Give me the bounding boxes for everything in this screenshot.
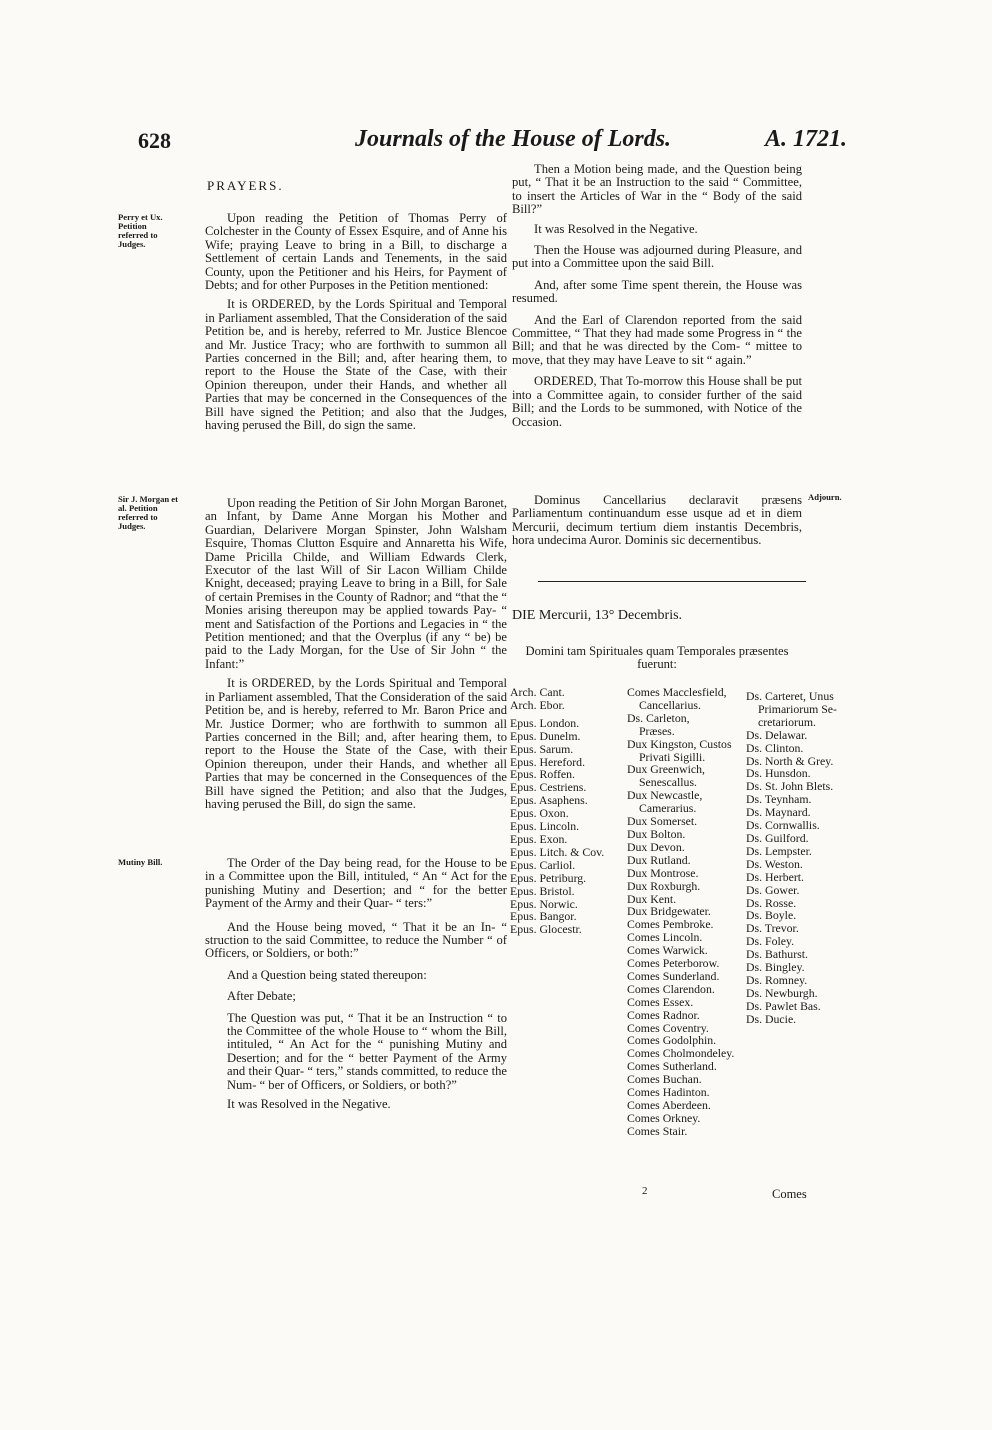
right-block-1 bbox=[512, 163, 802, 435]
attendance-entry: Comes Hadinton. bbox=[627, 1085, 710, 1100]
attendance-entry: Epus. Cestriens. bbox=[510, 780, 587, 795]
attendance-entry: Ds. Delawar. bbox=[746, 727, 808, 742]
attendance-entry: Epus. London. bbox=[510, 715, 580, 730]
attendance-entry: Ds. Guilford. bbox=[746, 830, 809, 845]
attendance-entry: Comes Essex. bbox=[627, 994, 694, 1009]
paragraph-perry-petition: Upon reading the Petition of Thomas Perry of Colchester in the County of Essex Esquire, and of Anne his Wife; praying Leave to bring in a Bill, to discharge a Settlement of certain Lands and Tenements, in the said County, upon the Petitioner and his Heirs, for Payment of Debts; and for other Purposes in the Petition mentioned: bbox=[205, 211, 507, 293]
attendance-column-bishops bbox=[510, 686, 604, 936]
paragraph-adjourned-pleasure: Then the House was adjourned during Pleasure, and put into a Committee upon the said Bill. bbox=[512, 243, 802, 271]
attendance-entry: Comes Orkney. bbox=[627, 1110, 701, 1125]
attendance-entry: Dux Bridgewater. bbox=[627, 904, 711, 919]
paragraph-question-put: The Question was put, “ That it be an Instruction “ to the Committee of the whole House to “ whom the Bill, intituled, “ An Act for the “ punishing Mutiny and Desertion; and for the “ better Payment of the Army and their Quar- “ ters,” stands committed, to reduce the Num- “ ber of Officers, or Soldiers, or both?” bbox=[227, 1010, 507, 1092]
paragraph-clarendon-report: And the Earl of Clarendon reported from the said Committee, “ That they had made some Progress in “ the Bill; and that he was directed by the Com- “ mittee to move, that they may have Leave to sit “ again.” bbox=[512, 312, 802, 367]
attendance-entry: Comes Buchan. bbox=[627, 1072, 702, 1087]
margin-note-mutiny: Mutiny Bill. bbox=[118, 857, 163, 867]
paragraph-question-stated: And a Question being stated thereupon: bbox=[227, 967, 427, 982]
attendance-entry: Ds. Pawlet Bas. bbox=[746, 998, 821, 1013]
attendance-entry: Ds. Carleton, bbox=[627, 710, 690, 725]
paragraph-resolved-negative-2: It was Resolved in the Negative. bbox=[534, 221, 698, 236]
attendance-entry: Epus. Glocestr. bbox=[510, 922, 582, 937]
paragraph-after-debate: After Debate; bbox=[227, 989, 296, 1004]
paragraph-perry-order: It is ORDERED, by the Lords Spiritual and Temporal in Parliament assembled, That the Consideration of the said Petition be, and is hereby, referred to Mr. Justice Blencoe and Mr. Justice Tracy; who are forthwith to summon all Parties concerned in the Bill; and, after hearing them, to report to the House the State of the Case, with their Opinion thereupon, under their Hands, and whether all Parties that may be concerned in the Consequences of the Bill have signed the Petition; and also that the Judges, having perused the Bill, do sign the same. bbox=[205, 297, 507, 433]
attendance-entry: Senescallus. bbox=[639, 775, 697, 790]
paragraph-adjournment: Dominus Cancellarius declaravit præsens Parliamentum continuandum esse usque ad et in diem Mercurii, decimum tertium diem instantis Decembris, hora undecima Auror. Dominis sic decernentibus. bbox=[512, 493, 802, 548]
attendance-entry: Dux Devon. bbox=[627, 839, 685, 854]
attendance-entry: Dux Somerset. bbox=[627, 814, 698, 829]
attendance-entry: Ds. Boyle. bbox=[746, 908, 797, 923]
attendance-entry: Dux Kent. bbox=[627, 891, 677, 906]
attendance-entry: Cancellarius. bbox=[639, 697, 701, 712]
attendance-entry: Ds. Maynard. bbox=[746, 805, 811, 820]
attendance-entry: Ds. Foley. bbox=[746, 934, 795, 949]
catchword: Comes bbox=[772, 1187, 807, 1201]
attendance-entry: Dux Rutland. bbox=[627, 852, 691, 867]
attendance-entry: Ds. North & Grey. bbox=[746, 753, 834, 768]
attendance-entry: Dux Roxburgh. bbox=[627, 878, 701, 893]
attendance-entry: Epus. Bristol. bbox=[510, 883, 575, 898]
attendance-entry: Epus. Hereford. bbox=[510, 754, 586, 769]
attendance-entry: Dux Bolton. bbox=[627, 826, 686, 841]
attendance-entry: Epus. Bangor. bbox=[510, 909, 577, 924]
attendance-entry: Ds. Romney. bbox=[746, 972, 808, 987]
margin-note-adjourn: Adjourn. bbox=[808, 492, 842, 502]
attendance-entry: Ds. Newburgh. bbox=[746, 985, 818, 1000]
attendance-entry: Comes Godolphin. bbox=[627, 1033, 717, 1048]
attendance-entry: Epus. Norwic. bbox=[510, 896, 578, 911]
attendance-column-peers bbox=[627, 686, 734, 1138]
attendance-entry: Primariorum Se- bbox=[758, 701, 837, 716]
right-block-adjourn bbox=[512, 494, 802, 554]
attendance-entry: Ds. Gower. bbox=[746, 882, 800, 897]
paragraph-mutiny-motion: And the House being moved, “ That it be an In- “ struction to the said Committee, to reduce the Number “ of Officers, or Soldiers, or both:” bbox=[205, 919, 507, 961]
attendance-entry: Dux Greenwich, bbox=[627, 762, 705, 777]
attendance-entry: Comes Sunderland. bbox=[627, 968, 720, 983]
date-line: DIE Mercurii, 13° Decembris. bbox=[512, 608, 683, 623]
attendance-entry: Ds. Carteret, Unus bbox=[746, 689, 834, 703]
attendance-entry: Epus. Petriburg. bbox=[510, 870, 587, 885]
attendance-entry: cretariorum. bbox=[758, 714, 816, 729]
attendance-entry: Ds. Lempster. bbox=[746, 843, 812, 858]
attendance-entry: Dux Newcastle, bbox=[627, 788, 703, 803]
attendance-entry: Epus. Carliol. bbox=[510, 857, 576, 872]
attendance-entry: Epus. Sarum. bbox=[510, 741, 574, 756]
attendance-entry: Comes Sutherland. bbox=[627, 1059, 717, 1074]
paragraph-house-resumed: And, after some Time spent therein, the House was resumed. bbox=[512, 277, 802, 306]
attendance-entry: Ds. Trevor. bbox=[746, 921, 799, 936]
attendance-entry: Comes Macclesfield, bbox=[627, 685, 727, 699]
section-divider bbox=[538, 581, 806, 582]
attendance-entry: Ds. Cornwallis. bbox=[746, 818, 820, 833]
attendance-entry: Comes Aberdeen. bbox=[627, 1098, 711, 1112]
page-title: Journals of the House of Lords. bbox=[355, 126, 672, 152]
attendance-entry: Arch. Ebor. bbox=[510, 697, 565, 712]
signature-mark: 2 bbox=[642, 1185, 648, 1197]
attendance-entry: Epus. Dunelm. bbox=[510, 728, 581, 743]
attendance-entry: Arch. Cant. bbox=[510, 685, 565, 699]
paragraph-mutiny-order: The Order of the Day being read, for the House to be in a Committee upon the Bill, intituled, “ An “ Act for the punishing Mutiny and Desertion; and “ for the better Payment of the Army and their Quar- “ ters:” bbox=[205, 856, 507, 911]
attendance-entry: Epus. Roffen. bbox=[510, 767, 575, 782]
attendance-entry: Ds. Hunsdon. bbox=[746, 766, 811, 781]
attendance-entry: Dux Kingston, Custos bbox=[627, 736, 732, 751]
paragraph-articles-of-war: Then a Motion being made, and the Question being put, “ That it be an Instruction to the said “ Committee, to insert the Articles of War in the “ Body of the said Bill?” bbox=[512, 162, 802, 217]
attendance-entry: Comes Pembroke. bbox=[627, 917, 714, 932]
attendance-column-barons bbox=[746, 690, 837, 1026]
attendance-entry: Ds. Ducie. bbox=[746, 1011, 797, 1026]
attendance-entry: Ds. Clinton. bbox=[746, 740, 804, 755]
paragraph-resolved-negative: It was Resolved in the Negative. bbox=[227, 1097, 391, 1112]
attendance-entry: Comes Radnor. bbox=[627, 1007, 700, 1022]
attendance-entry: Comes Warwick. bbox=[627, 943, 708, 958]
attendance-entry: Comes Clarendon. bbox=[627, 981, 715, 996]
left-block-1 bbox=[205, 212, 507, 439]
attendance-entry: Comes Stair. bbox=[627, 1123, 688, 1138]
attendance-entry: Comes Lincoln. bbox=[627, 930, 703, 945]
section-heading: PRAYERS. bbox=[207, 178, 284, 193]
paragraph-ordered-tomorrow: ORDERED, That To-morrow this House shall be put into a Committee again, to consider further of the said Bill; and the Lords to be summoned, with Notice of the Occasion. bbox=[512, 374, 802, 429]
attendance-entry: Comes Cholmondeley. bbox=[627, 1046, 735, 1061]
attendance-entry: Comes Coventry. bbox=[627, 1020, 709, 1035]
attendance-entry: Epus. Asaphens. bbox=[510, 793, 588, 808]
left-block-3 bbox=[205, 857, 507, 1118]
attendance-entry: Epus. Litch. & Cov. bbox=[510, 844, 605, 859]
attendance-entry: Comes Peterborow. bbox=[627, 956, 720, 971]
date-heading bbox=[512, 608, 802, 624]
attendance-entry: Ds. Herbert. bbox=[746, 869, 804, 884]
attendance-entry: Camerarius. bbox=[639, 801, 697, 816]
attendance-entry: Ds. Rosse. bbox=[746, 895, 797, 910]
paragraph-morgan-order: It is ORDERED, by the Lords Spiritual and Temporal in Parliament assembled, That the Consideration of the said Petition be, and is hereby, referred to Mr. Baron Price and Mr. Justice Dormer; who are forthwith to summon all Parties concerned in the Bill; and, after hearing them, to report to the House the State of the Case, with their Opinion thereupon, under their Hands, and whether all Parties that may be concerned in the Consequences of the Bill have signed the Petition; and also that the Judges, having perused the Bill, do sign the same. bbox=[205, 676, 507, 811]
attendance-entry: Præses. bbox=[639, 723, 675, 738]
attendance-entry: Ds. Teynham. bbox=[746, 792, 812, 807]
attendance-entry: Ds. St. John Blets. bbox=[746, 779, 834, 794]
margin-note-morgan: Sir J. Morgan et al. Petition referred to Judges. bbox=[118, 494, 178, 531]
attendance-entry: Ds. Bingley. bbox=[746, 960, 805, 975]
page-number: 628 bbox=[138, 128, 171, 153]
attendance-entry: Dux Montrose. bbox=[627, 865, 699, 880]
paragraph-morgan-petition: Upon reading the Petition of Sir John Morgan Baronet, an Infant, by Dame Anne Morgan his Mother and Guardian, Delarivere Morgan Spinster, John Walsham Esquire, Thomas Clutton Esquire and Annaretta his Wife, Dame Pricilla Childe, and William Edwards Clerk, Executor of the last Will of Sir Lacon William Childe Knight, deceased; praying Leave to bring in a Bill, for Sale of certain Premises in the County of Radnor; and “that the “ Monies arising thereupon may be applied towards Pay- “ ment and Satisfaction of the Portions and Legacies in “ the Petition mentioned; and that the Overplus (if any “ be) be paid to the Lady Morgan, for the Use of Sir John “ the Infant:” bbox=[205, 496, 507, 671]
attendance-entry: Epus. Exon. bbox=[510, 831, 568, 846]
attendance-entry: Privati Sigilli. bbox=[639, 749, 706, 764]
attendance-entry: Ds. Weston. bbox=[746, 856, 803, 871]
presence-line: Domini tam Spirituales quam Temporales præsentes fuerunt: bbox=[525, 644, 789, 672]
attendance-entry: Ds. Bathurst. bbox=[746, 947, 808, 962]
margin-note-perry: Perry et Ux. Petition referred to Judges. bbox=[118, 212, 163, 249]
attendance-entry: Epus. Lincoln. bbox=[510, 819, 580, 834]
left-block-2 bbox=[205, 497, 507, 817]
attendance-entry: Epus. Oxon. bbox=[510, 806, 569, 821]
page-year: A. 1721. bbox=[765, 126, 848, 152]
